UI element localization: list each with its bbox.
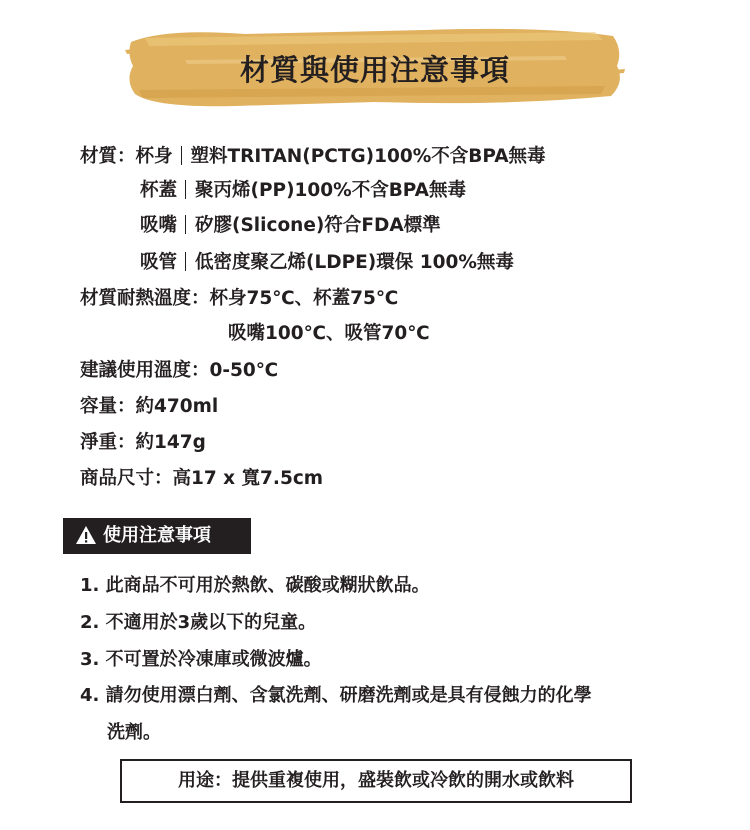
warning-label [63,518,251,554]
page-title: 材質與使用注意事項 [239,53,510,87]
warning-title: 使用注意事項 [103,525,211,546]
spec-label: 吸管 [140,252,178,273]
divider [185,180,186,199]
spec-row-heat: 材質耐熱溫度：杯身75℃、杯蓋75℃ [80,288,399,309]
spec-label: 杯蓋 [140,180,178,201]
spec-value: 矽膠(Slicone)符合FDA標準 [195,215,441,236]
spec-row-straw [140,252,514,274]
spec-value: 塑料TRITAN(PCTG)100%不含BPA無毒 [190,146,546,167]
spec-row-temp: 建議使用溫度：0-50℃ [80,360,279,381]
list-item: 4. 請勿使用漂白劑、含氯洗劑、研磨洗劑或是具有侵蝕力的化學 [80,685,592,706]
list-item-cont: 洗劑。 [107,722,161,743]
spec-row-lid [140,180,466,202]
list-item: 1. 此商品不可用於熱飲、碳酸或糊狀飲品。 [80,575,430,596]
warning-icon [75,525,97,545]
spec-value: 聚丙烯(PP)100%不含BPA無毒 [195,180,466,201]
divider [181,146,182,165]
usage-box: 用途：提供重複使用，盛裝飲或冷飲的開水或飲料 [120,759,632,803]
spec-row-weight: 淨重：約147g [80,432,206,453]
spec-row-size: 商品尺寸：高17 x 寬7.5cm [80,468,324,489]
spec-prefix: 材質： [80,146,136,167]
spec-row-mouthpiece [140,215,441,237]
list-item: 3. 不可置於冷凍庫或微波爐。 [80,649,322,670]
list-item: 2. 不適用於3歲以下的兒童。 [80,612,317,633]
spec-row-heat-cont: 吸嘴100℃、吸管70℃ [228,323,430,344]
divider [185,215,186,234]
spec-label: 杯身 [135,146,173,167]
spec-value: 低密度聚乙烯(LDPE)環保 100%無毒 [195,252,514,273]
spec-row-capacity: 容量：約470ml [80,396,219,417]
spec-label: 吸嘴 [140,215,178,236]
divider [185,252,186,271]
spec-row-body [80,146,546,168]
title-banner [125,20,625,112]
